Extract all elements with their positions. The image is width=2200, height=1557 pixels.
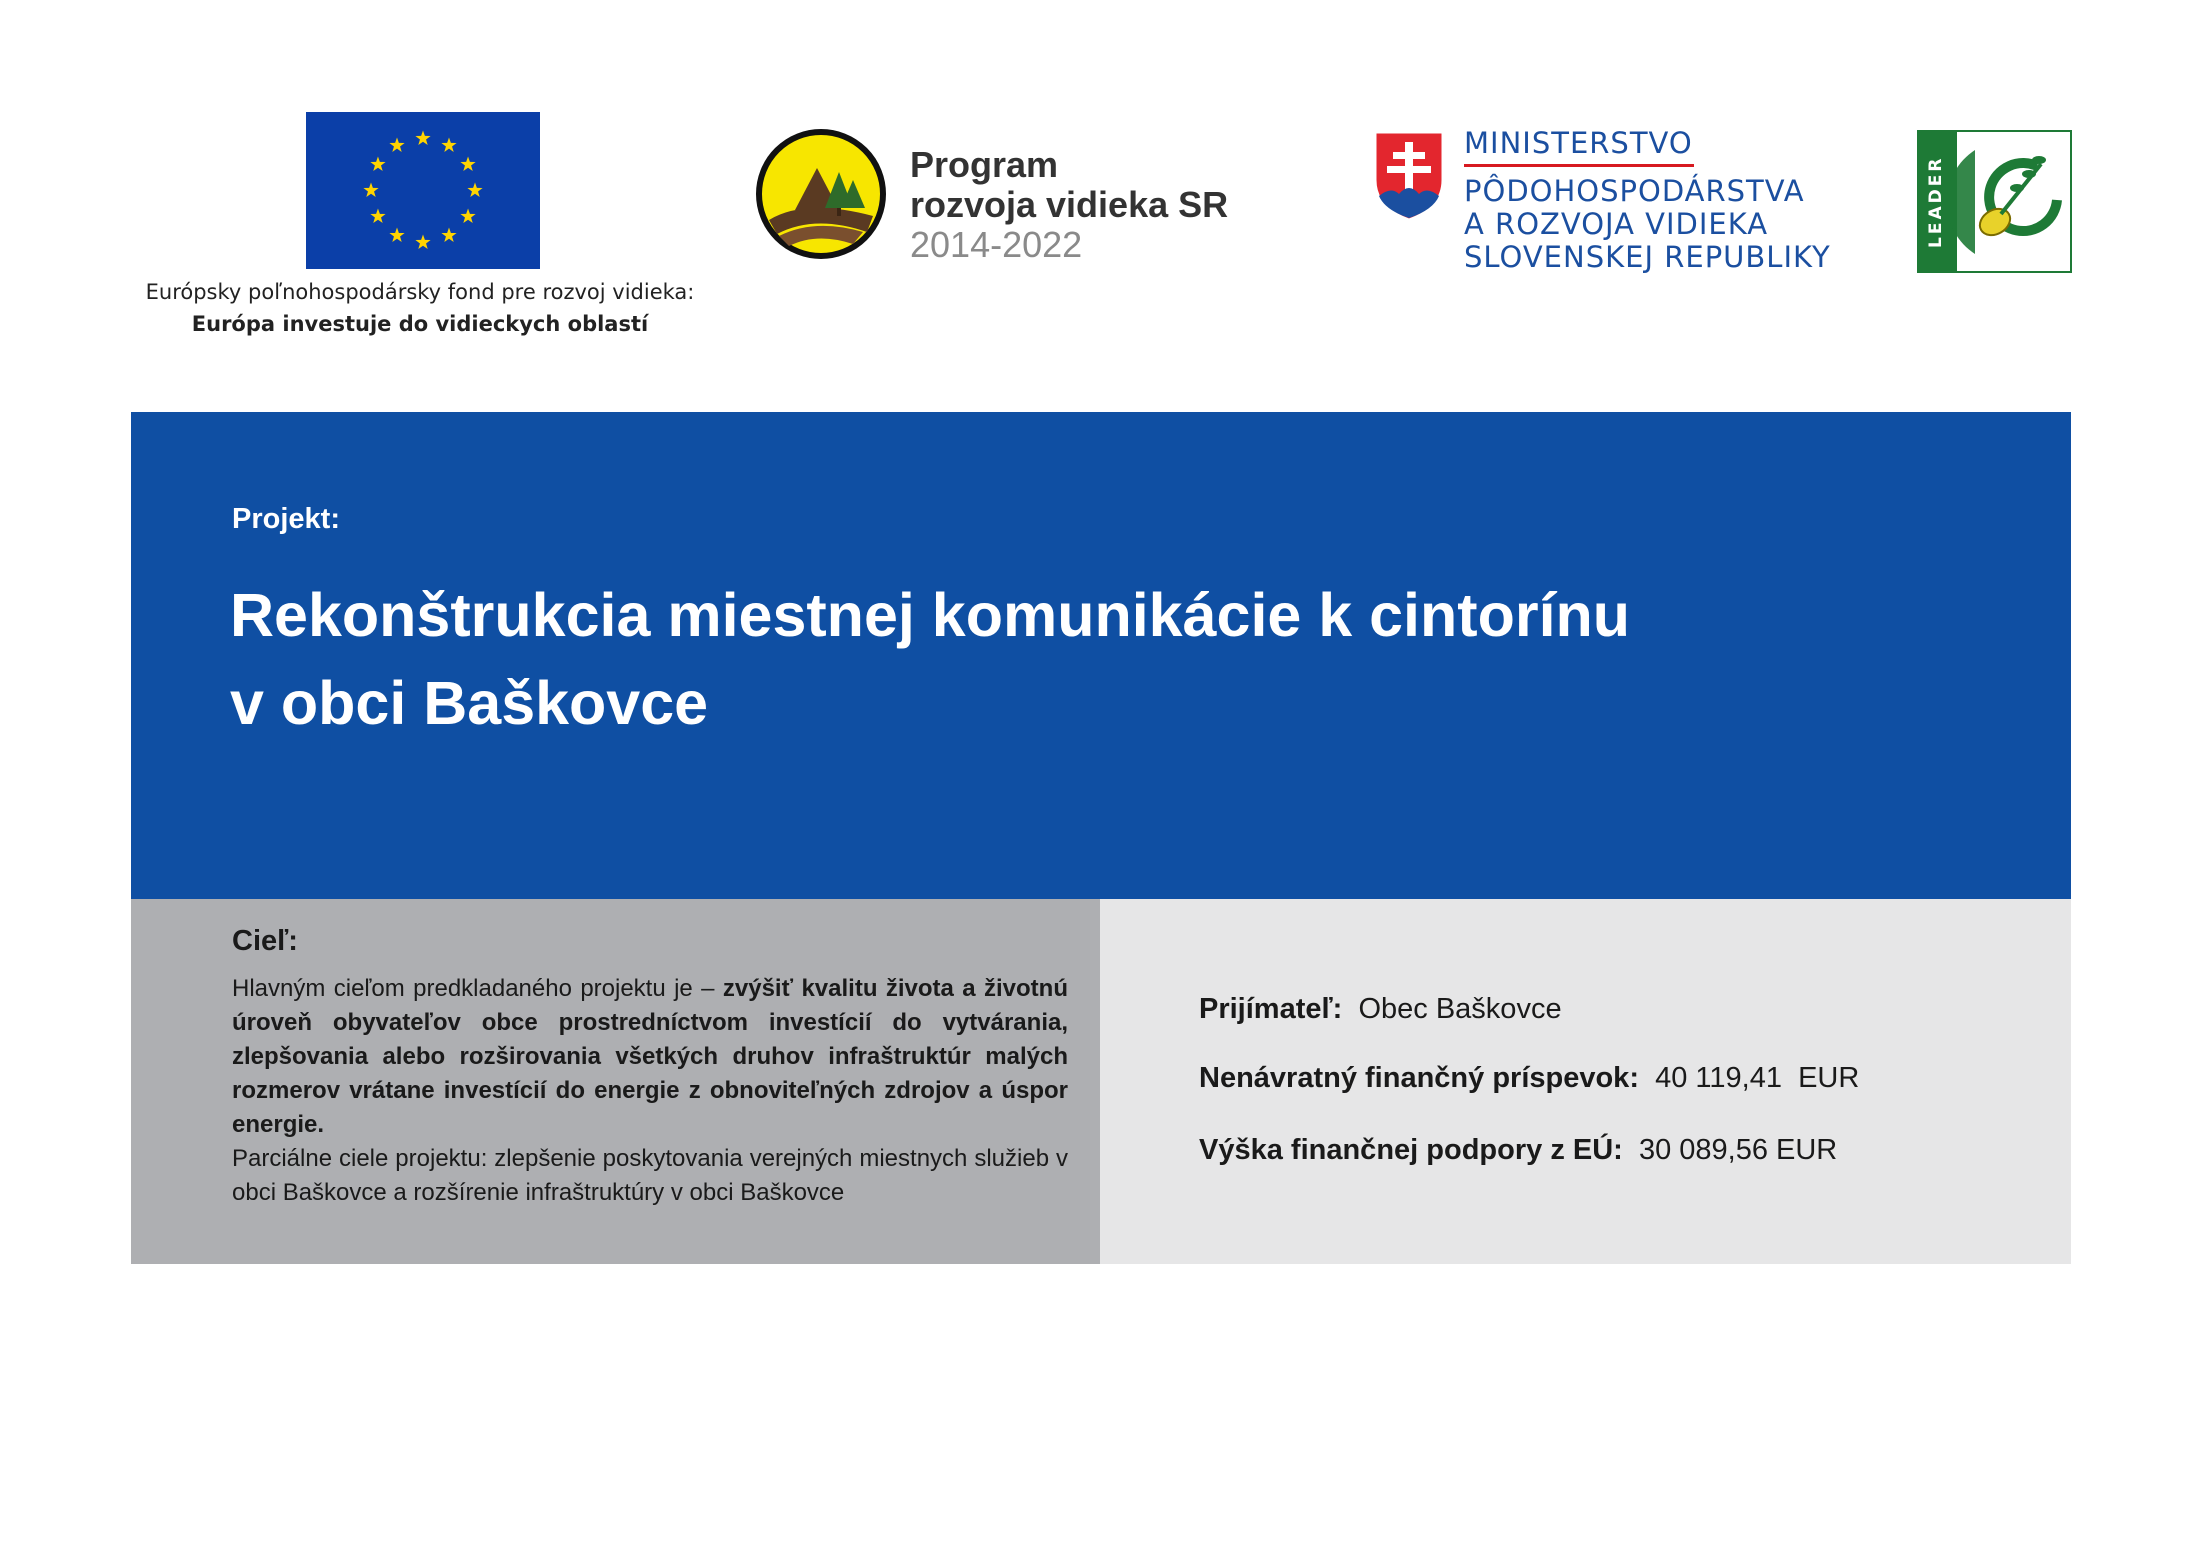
goal-main-objective: zvýšiť kvalitu života a životnú úroveň obyvateľov obce prostredníctvom investícií do vytvárania, zlepšovania alebo rozširovania všetkých druhov infraštruktúr malých rozmerov vrátane investícií do energie z obnoviteľných zdrojov a úspor energie. [232,975,1068,1138]
eu-fund-caption: Európsky poľnohospodársky fond pre rozvoj vidieka: [145,280,695,304]
recipient-row [1199,993,1562,1026]
grant-value: 40 119,41 EUR [1655,1062,1860,1094]
ministry-name-line3: A ROZVOJA VIDIEKA [1464,207,1769,241]
slovak-coat-of-arms-icon [1373,130,1445,222]
ministry-name-line2: PÔDOHOSPODÁRSTVA [1464,174,1805,208]
eu-support-value: 30 089,56 EUR [1638,1134,1838,1166]
ministry-divider [1464,164,1694,167]
eu-flag-logo [306,112,540,269]
grant-row [1199,1062,1859,1095]
eu-support-row [1199,1134,1837,1167]
goal-intro: Hlavným cieľom predkladaného projektu je – [232,975,723,1002]
goal-heading: Cieľ: [232,925,298,957]
eu-fund-slogan: Európa investuje do vidieckych oblastí [191,312,649,336]
goal-partial-objectives: Parciálne ciele projektu: zlepšenie poskytovania verejných miestnych služieb v obci Baškovce a rozšírenie infraštruktúry v obci Baškovce [232,1145,1068,1206]
recipient-value: Obec Baškovce [1358,993,1562,1025]
ministry-name-line4: SLOVENSKEJ REPUBLIKY [1464,240,1831,274]
leader-logo [1917,130,2072,273]
rural-development-program-logo [755,128,887,260]
goal-description [232,972,1068,1210]
ministry-name-line1: MINISTERSTVO [1464,126,1693,160]
program-title-line1: Program [910,144,1059,185]
grant-label: Nenávratný finančný príspevok: [1199,1062,1639,1094]
program-years: 2014-2022 [910,224,1083,265]
program-title-line2: rozvoja vidieka SR [910,184,1229,225]
project-title-line1: Rekonštrukcia miestnej komunikácie k cintorínu [230,581,1631,649]
project-header-panel [131,412,2071,899]
eu-support-label: Výška finančnej podpory z EÚ: [1199,1134,1623,1166]
project-label: Projekt: [232,503,340,535]
leader-logo-text: LEADER [1926,155,1946,248]
recipient-label: Prijímateľ: [1199,993,1343,1025]
project-title-line2: v obci Baškovce [230,669,709,737]
